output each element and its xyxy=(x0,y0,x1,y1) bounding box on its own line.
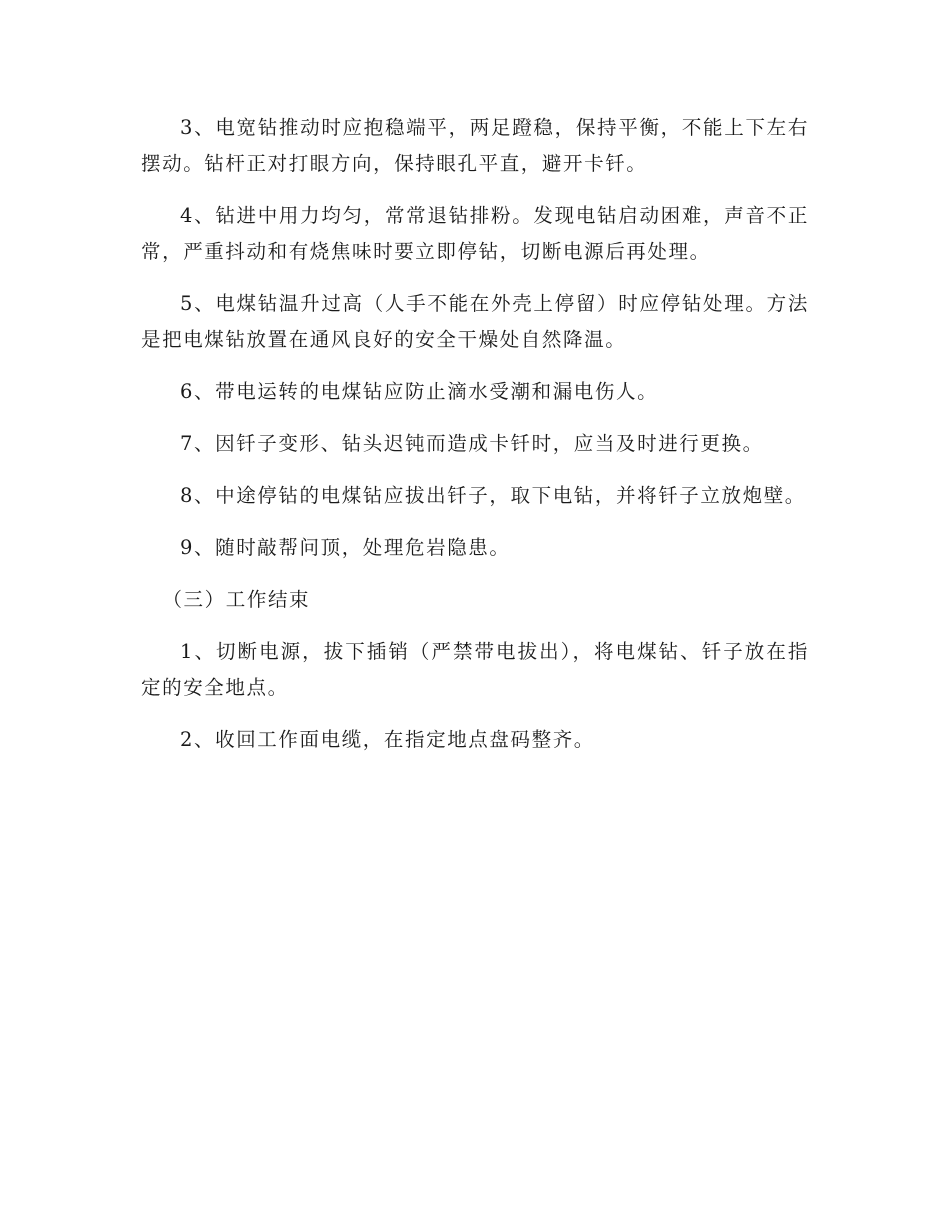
paragraph-end-item-1: 1、切断电源，拔下插销（严禁带电拔出），将电煤钻、钎子放在指定的安全地点。 xyxy=(141,640,809,699)
paragraph-end-item-2: 2、收回工作面电缆，在指定地点盘码整齐。 xyxy=(180,728,595,751)
paragraph-item-6: 6、带电运转的电煤钻应防止滴水受潮和漏电伤人。 xyxy=(180,380,659,403)
paragraph-item-8: 8、中途停钻的电煤钻应拔出钎子，取下电钻，并将钎子立放炮壁。 xyxy=(180,484,806,507)
paragraph-item-3: 3、电宽钻推动时应抱稳端平，两足蹬稳，保持平衡，不能上下左右摆动。钻杆正对打眼方向，保持眼孔平直，避开卡钎。 xyxy=(141,116,809,175)
section-heading: （三）工作结束 xyxy=(162,588,311,611)
paragraph-item-9: 9、随时敲帮问顶，处理危岩隐患。 xyxy=(180,536,511,559)
paragraph-item-5: 5、电煤钻温升过高（人手不能在外壳上停留）时应停钻处理。方法是把电煤钻放置在通风良好的安全干燥处自然降温。 xyxy=(141,292,809,351)
paragraph-item-4: 4、钻进中用力均匀，常常退钻排粉。发现电钻启动困难，声音不正常，严重抖动和有烧焦味时要立即停钻，切断电源后再处理。 xyxy=(141,204,809,263)
document-body xyxy=(141,110,809,774)
paragraph-item-7: 7、因钎子变形、钻头迟钝而造成卡钎时，应当及时进行更换。 xyxy=(180,432,764,455)
